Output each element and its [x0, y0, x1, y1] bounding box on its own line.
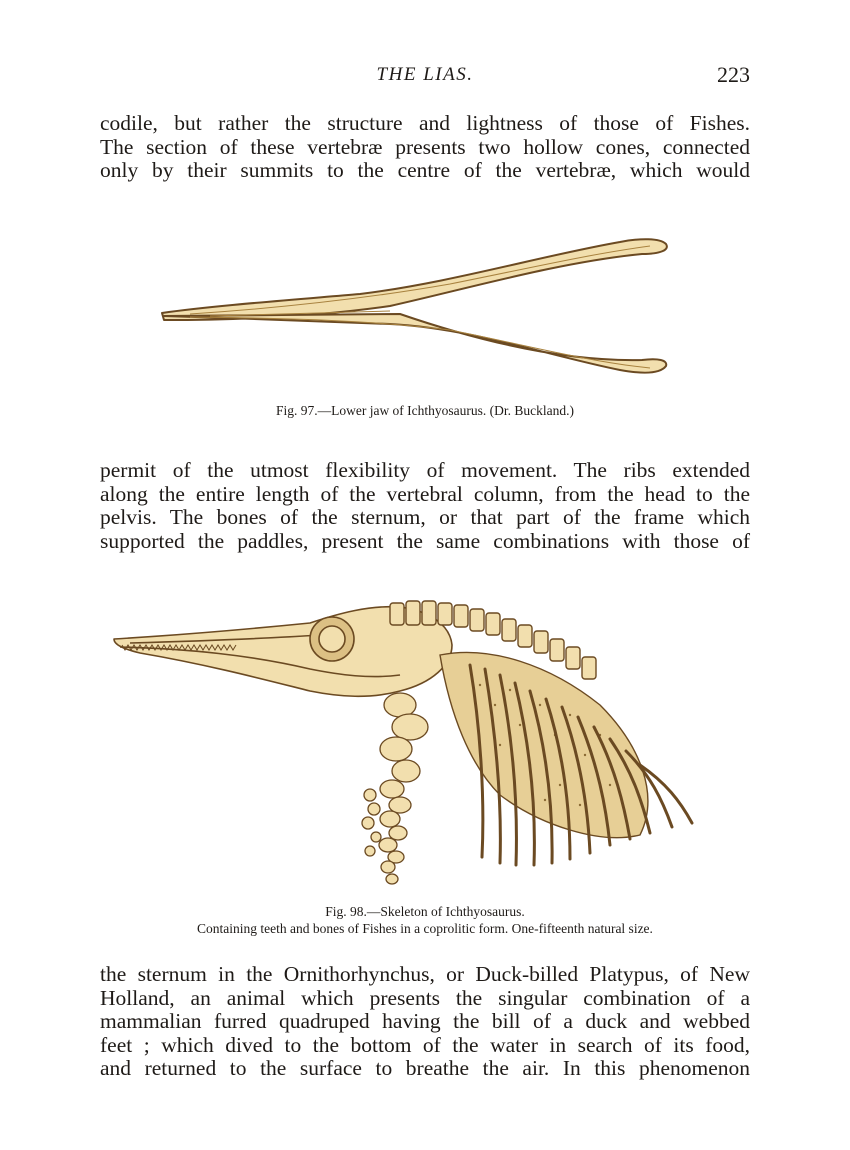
running-title: THE LIAS.: [376, 64, 474, 85]
text-line: only by their summits to the centre of the vertebræ, which would: [100, 158, 750, 182]
lower-jaw-illustration: [150, 228, 680, 388]
figure-98-caption: [100, 903, 750, 937]
text-line: the sternum in the Ornithorhynchus, or Duck-billed Platypus, of New: [100, 962, 750, 986]
ichthyosaurus-skeleton-illustration: [100, 595, 720, 895]
text-line: feet ; which dived to the bottom of the water in search of its food,: [100, 1032, 750, 1057]
paragraph-3: [100, 963, 750, 1081]
text-line: Holland, an animal which presents the singular combination of a: [100, 985, 750, 1010]
figure-97-caption: [100, 402, 750, 419]
text-line: permit of the utmost flexibility of movement. The ribs extended: [100, 458, 750, 482]
text-line: The section of these vertebræ presents two hollow cones, connected: [100, 134, 750, 159]
text-line: supported the paddles, present the same combinations with those of: [100, 528, 750, 553]
caption-line: Fig. 98.—Skeleton of Ichthyosaurus.: [325, 904, 525, 919]
text-line: mammalian furred quadruped having the bill of a duck and webbed: [100, 1009, 750, 1033]
paragraph-2: [100, 459, 750, 553]
caption-line: Containing teeth and bones of Fishes in a coprolitic form. One-fifteenth natural size.: [197, 921, 653, 936]
text-line: codile, but rather the structure and lightness of those of Fishes.: [100, 111, 750, 135]
text-line: and returned to the surface to breathe the air. In this phenomenon: [100, 1056, 750, 1080]
text-line: pelvis. The bones of the sternum, or that part of the frame which: [100, 505, 750, 529]
text-line: along the entire length of the vertebral column, from the head to the: [100, 481, 750, 506]
paragraph-1: [100, 112, 750, 183]
running-head: [100, 64, 750, 90]
caption-line: Fig. 97.—Lower jaw of Ichthyosaurus. (Dr. Buckland.): [275, 403, 575, 418]
page-number: 223: [717, 62, 750, 87]
